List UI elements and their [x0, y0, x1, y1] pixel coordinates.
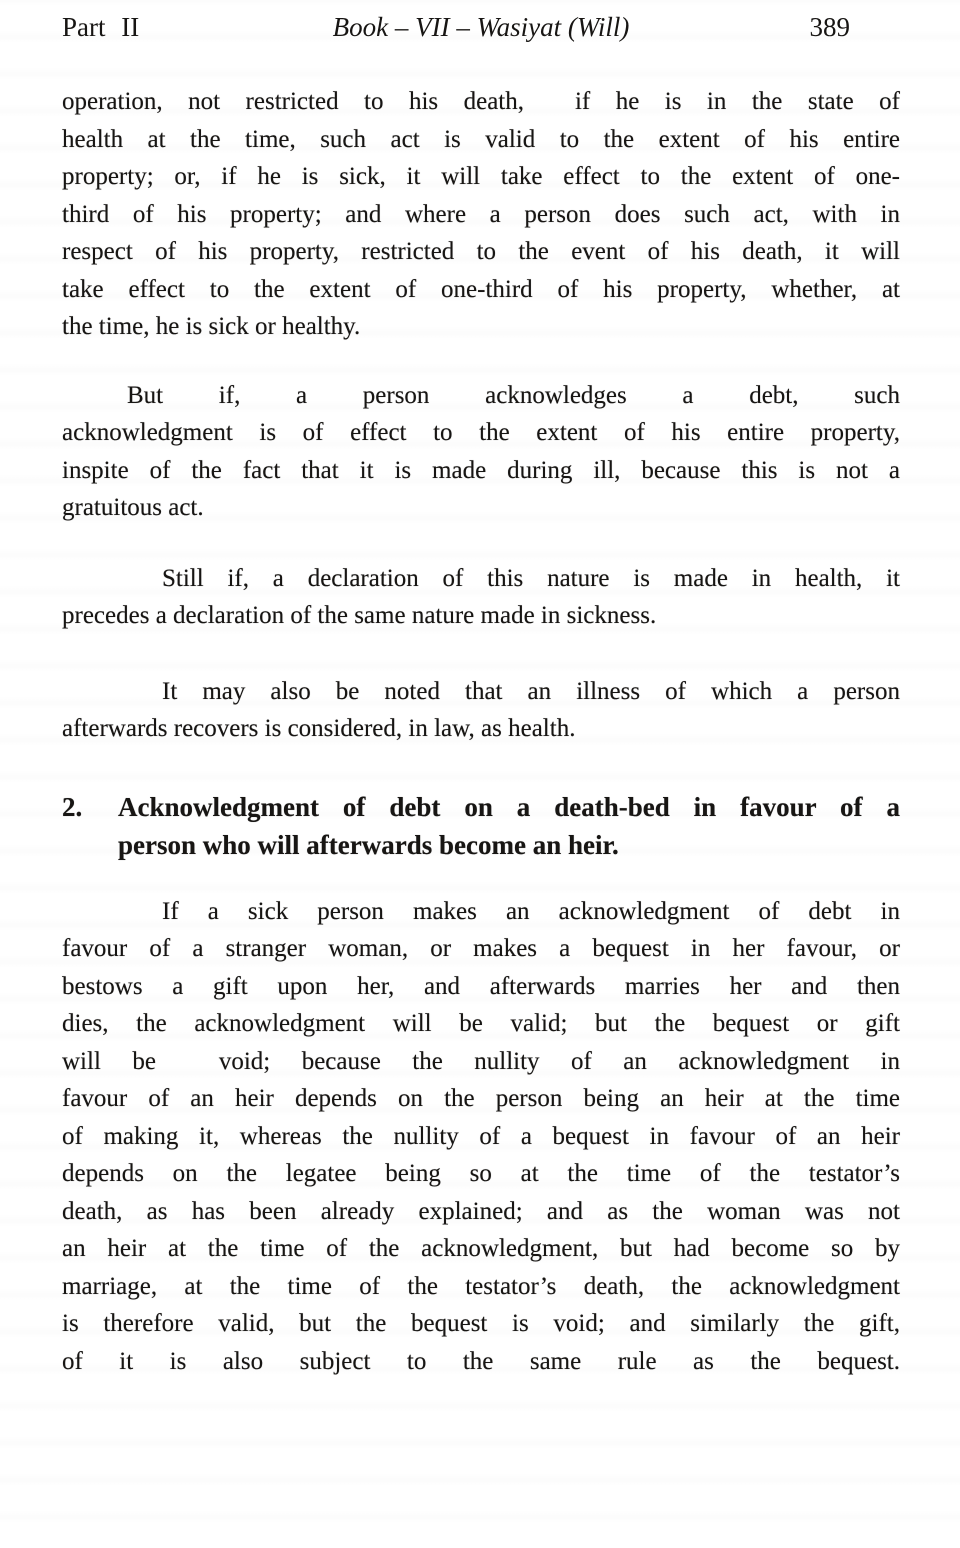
text-line: of it is also subject to the same rule as the bequest.: [62, 1347, 900, 1375]
text-line: third of his property; and where a person does such act, with in: [62, 200, 900, 228]
text-line: depends on the legatee being so at the time of the testator’s: [62, 1160, 900, 1187]
text-line: inspite of the fact that it is made during ill, because this is not a: [62, 456, 900, 484]
heading-line: Acknowledgment of debt on a death-bed in favour of a: [118, 791, 900, 822]
section-heading: [62, 788, 900, 864]
text-line: the time, he is sick or healthy.: [62, 313, 361, 340]
paragraph-4: [62, 673, 900, 748]
text-line: health at the time, such act is valid to the extent of his entire: [62, 125, 900, 153]
text-line: is therefore valid, but the bequest is void; and similarly the gift,: [62, 1310, 900, 1337]
text-line: take effect to the extent of one-third of his property, whether, at: [62, 275, 900, 303]
book-title: Book – VII – Wasiyat (Will): [332, 12, 630, 42]
text-line: But if, a person acknowledges a debt, such: [127, 381, 900, 409]
text-line: Still if, a declaration of this nature is made in health, it: [162, 564, 900, 592]
part-label: Part II: [62, 12, 140, 42]
heading-line: person who will afterwards become an heir.: [118, 829, 619, 860]
text-line: dies, the acknowledgment will be valid; but the bequest or gift: [62, 1010, 900, 1037]
text-line: acknowledgment is of effect to the extent of his entire property,: [62, 419, 900, 446]
section-number: 2.: [62, 791, 83, 822]
text-line: respect of his property, restricted to the event of his death, it will: [62, 238, 900, 265]
text-line: death, as has been already explained; and as the woman was not: [62, 1197, 900, 1225]
text-line: of making it, whereas the nullity of a bequest in favour of an heir: [62, 1122, 900, 1150]
text-line: favour of an heir depends on the person being an heir at the time: [62, 1085, 900, 1112]
text-line: If a sick person makes an acknowledgment of debt in: [162, 897, 900, 925]
text-line: precedes a declaration of the same nature made in sickness.: [62, 602, 657, 629]
text-line: bestows a gift upon her, and afterwards marries her and then: [62, 972, 900, 1000]
text-line: marriage, at the time of the testator’s death, the acknowledgment: [62, 1272, 900, 1300]
text-line: afterwards recovers is considered, in law, as health.: [62, 715, 576, 742]
paragraph-1: [62, 83, 900, 346]
text-line: will be void; because the nullity of an acknowledgment in: [62, 1047, 900, 1075]
page-header: [62, 10, 900, 45]
paragraph-3: [62, 560, 900, 635]
text-line: favour of a stranger woman, or makes a bequest in her favour, or: [62, 935, 900, 962]
text-line: It may also be noted that an illness of which a person: [162, 677, 900, 705]
section-heading-text: [118, 788, 900, 864]
text-line: property; or, if he is sick, it will take effect to the extent of one-: [62, 163, 900, 190]
text-line: operation, not restricted to his death, if he is in the state of: [62, 88, 900, 115]
paragraph-5: [62, 893, 900, 1381]
paragraph-2: [62, 377, 900, 527]
text-line: gratuitous act.: [62, 494, 204, 521]
text-line: an heir at the time of the acknowledgment, but had become so by: [62, 1235, 900, 1262]
page-number: 389: [809, 12, 850, 42]
